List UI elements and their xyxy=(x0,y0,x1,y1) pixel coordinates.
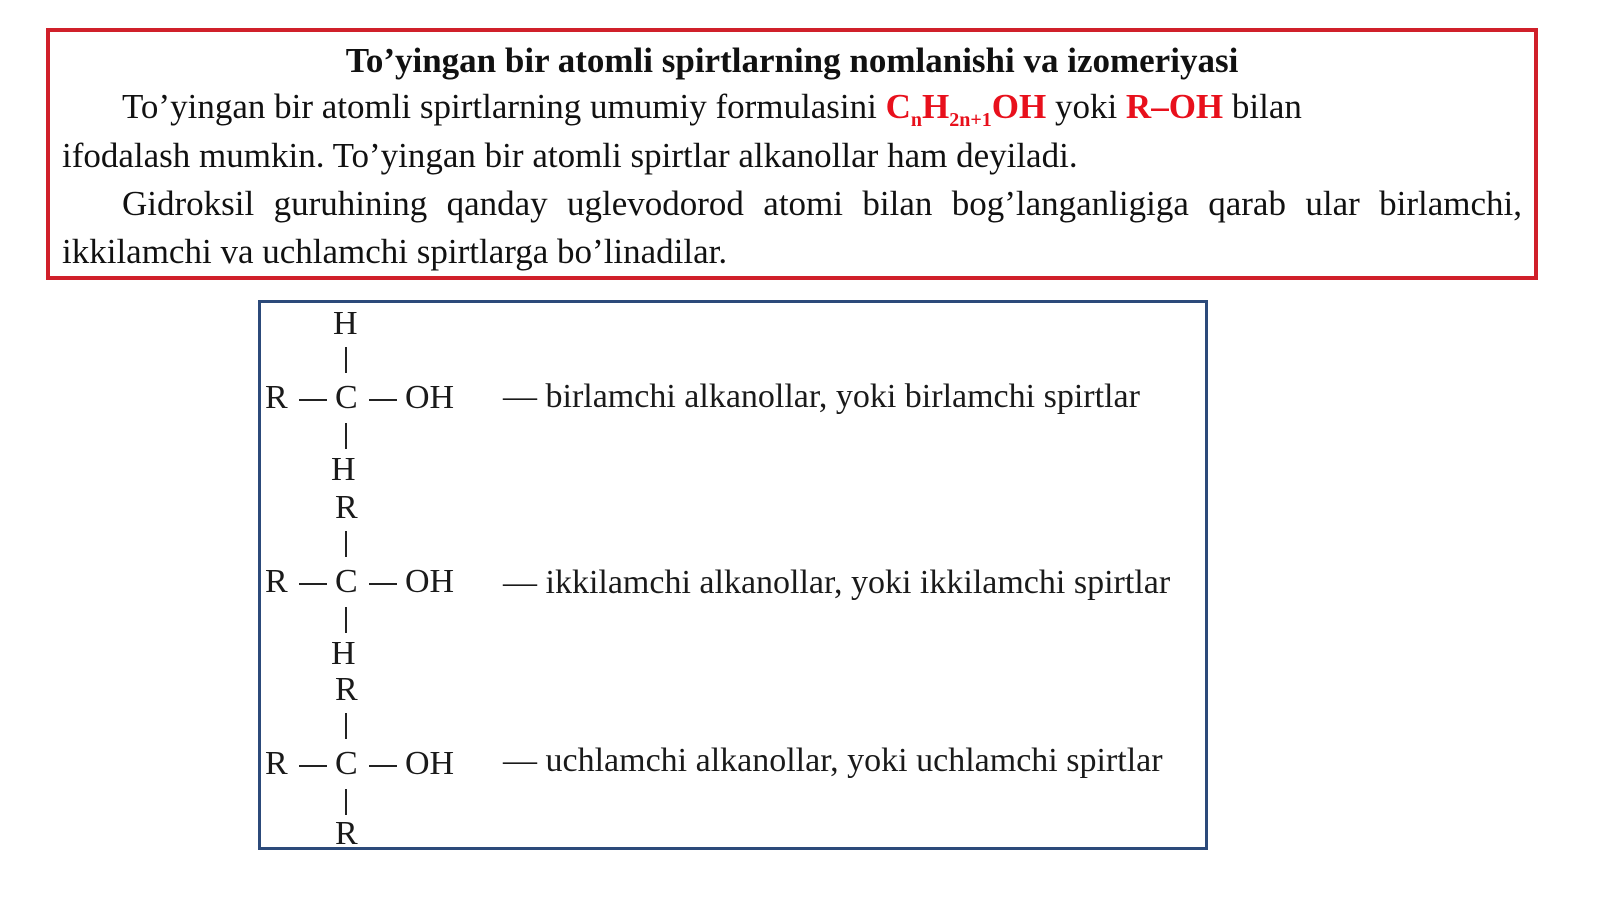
structure-diagram xyxy=(258,300,1208,850)
general-formula xyxy=(885,87,1047,131)
paragraph-classification xyxy=(62,180,1522,276)
formula-oh: OH xyxy=(991,87,1047,126)
atom-top: H xyxy=(333,305,358,342)
roh-formula: R–OH xyxy=(1125,87,1224,126)
bond-vertical xyxy=(345,423,347,449)
atom-r: R xyxy=(265,379,288,416)
atom-bottom: R xyxy=(335,815,358,850)
bond-horizontal xyxy=(369,399,397,401)
para1-after: bilan xyxy=(1231,87,1302,126)
atom-top: R xyxy=(335,489,358,526)
atom-c: C xyxy=(335,745,358,782)
bond-vertical xyxy=(345,713,347,739)
bond-vertical xyxy=(345,531,347,557)
bond-vertical xyxy=(345,789,347,815)
atom-r: R xyxy=(265,745,288,782)
desc-tertiary: — uchlamchi alkanollar, yoki uchlamchi spirtlar xyxy=(503,742,1163,779)
bond-horizontal xyxy=(369,765,397,767)
paragraph-formula xyxy=(62,82,1522,132)
para1-middle: yoki xyxy=(1054,87,1118,126)
atom-c: C xyxy=(335,379,358,416)
formula-h: H xyxy=(921,87,950,126)
atom-bottom: H xyxy=(331,451,356,488)
atom-oh: OH xyxy=(405,745,455,782)
para2-text: Gidroksil guruhining qanday uglevodorod atomi bilan bog’langanligiga qarab ular birlamchi, ikkilamchi va uchlamchi spirtlarga bo’linadilar. xyxy=(62,184,1522,271)
formula-n: n xyxy=(910,109,922,131)
bond-horizontal xyxy=(369,583,397,585)
atom-oh: OH xyxy=(405,563,455,600)
info-box xyxy=(46,28,1538,280)
atom-bottom: H xyxy=(331,635,356,672)
atom-r: R xyxy=(265,563,288,600)
atom-oh: OH xyxy=(405,379,455,416)
desc-secondary: — ikkilamchi alkanollar, yoki ikkilamchi spirtlar xyxy=(503,564,1171,601)
formula-sub: 2n+1 xyxy=(949,109,992,131)
bond-vertical xyxy=(345,607,347,633)
atom-top: R xyxy=(335,671,358,708)
bond-horizontal xyxy=(299,583,327,585)
atom-c: C xyxy=(335,563,358,600)
bond-vertical xyxy=(345,347,347,373)
para1-before: To’yingan bir atomli spirtlarning umumiy formulasini xyxy=(122,87,877,126)
page-title: To’yingan bir atomli spirtlarning nomlanishi va izomeriyasi xyxy=(345,41,1239,80)
desc-primary: — birlamchi alkanollar, yoki birlamchi spirtlar xyxy=(503,378,1140,415)
formula-c: C xyxy=(885,87,911,126)
bond-horizontal xyxy=(299,765,327,767)
para1-line2: ifodalash mumkin. To’yingan bir atomli spirtlar alkanollar ham deyiladi. xyxy=(62,136,1078,175)
bond-horizontal xyxy=(299,399,327,401)
